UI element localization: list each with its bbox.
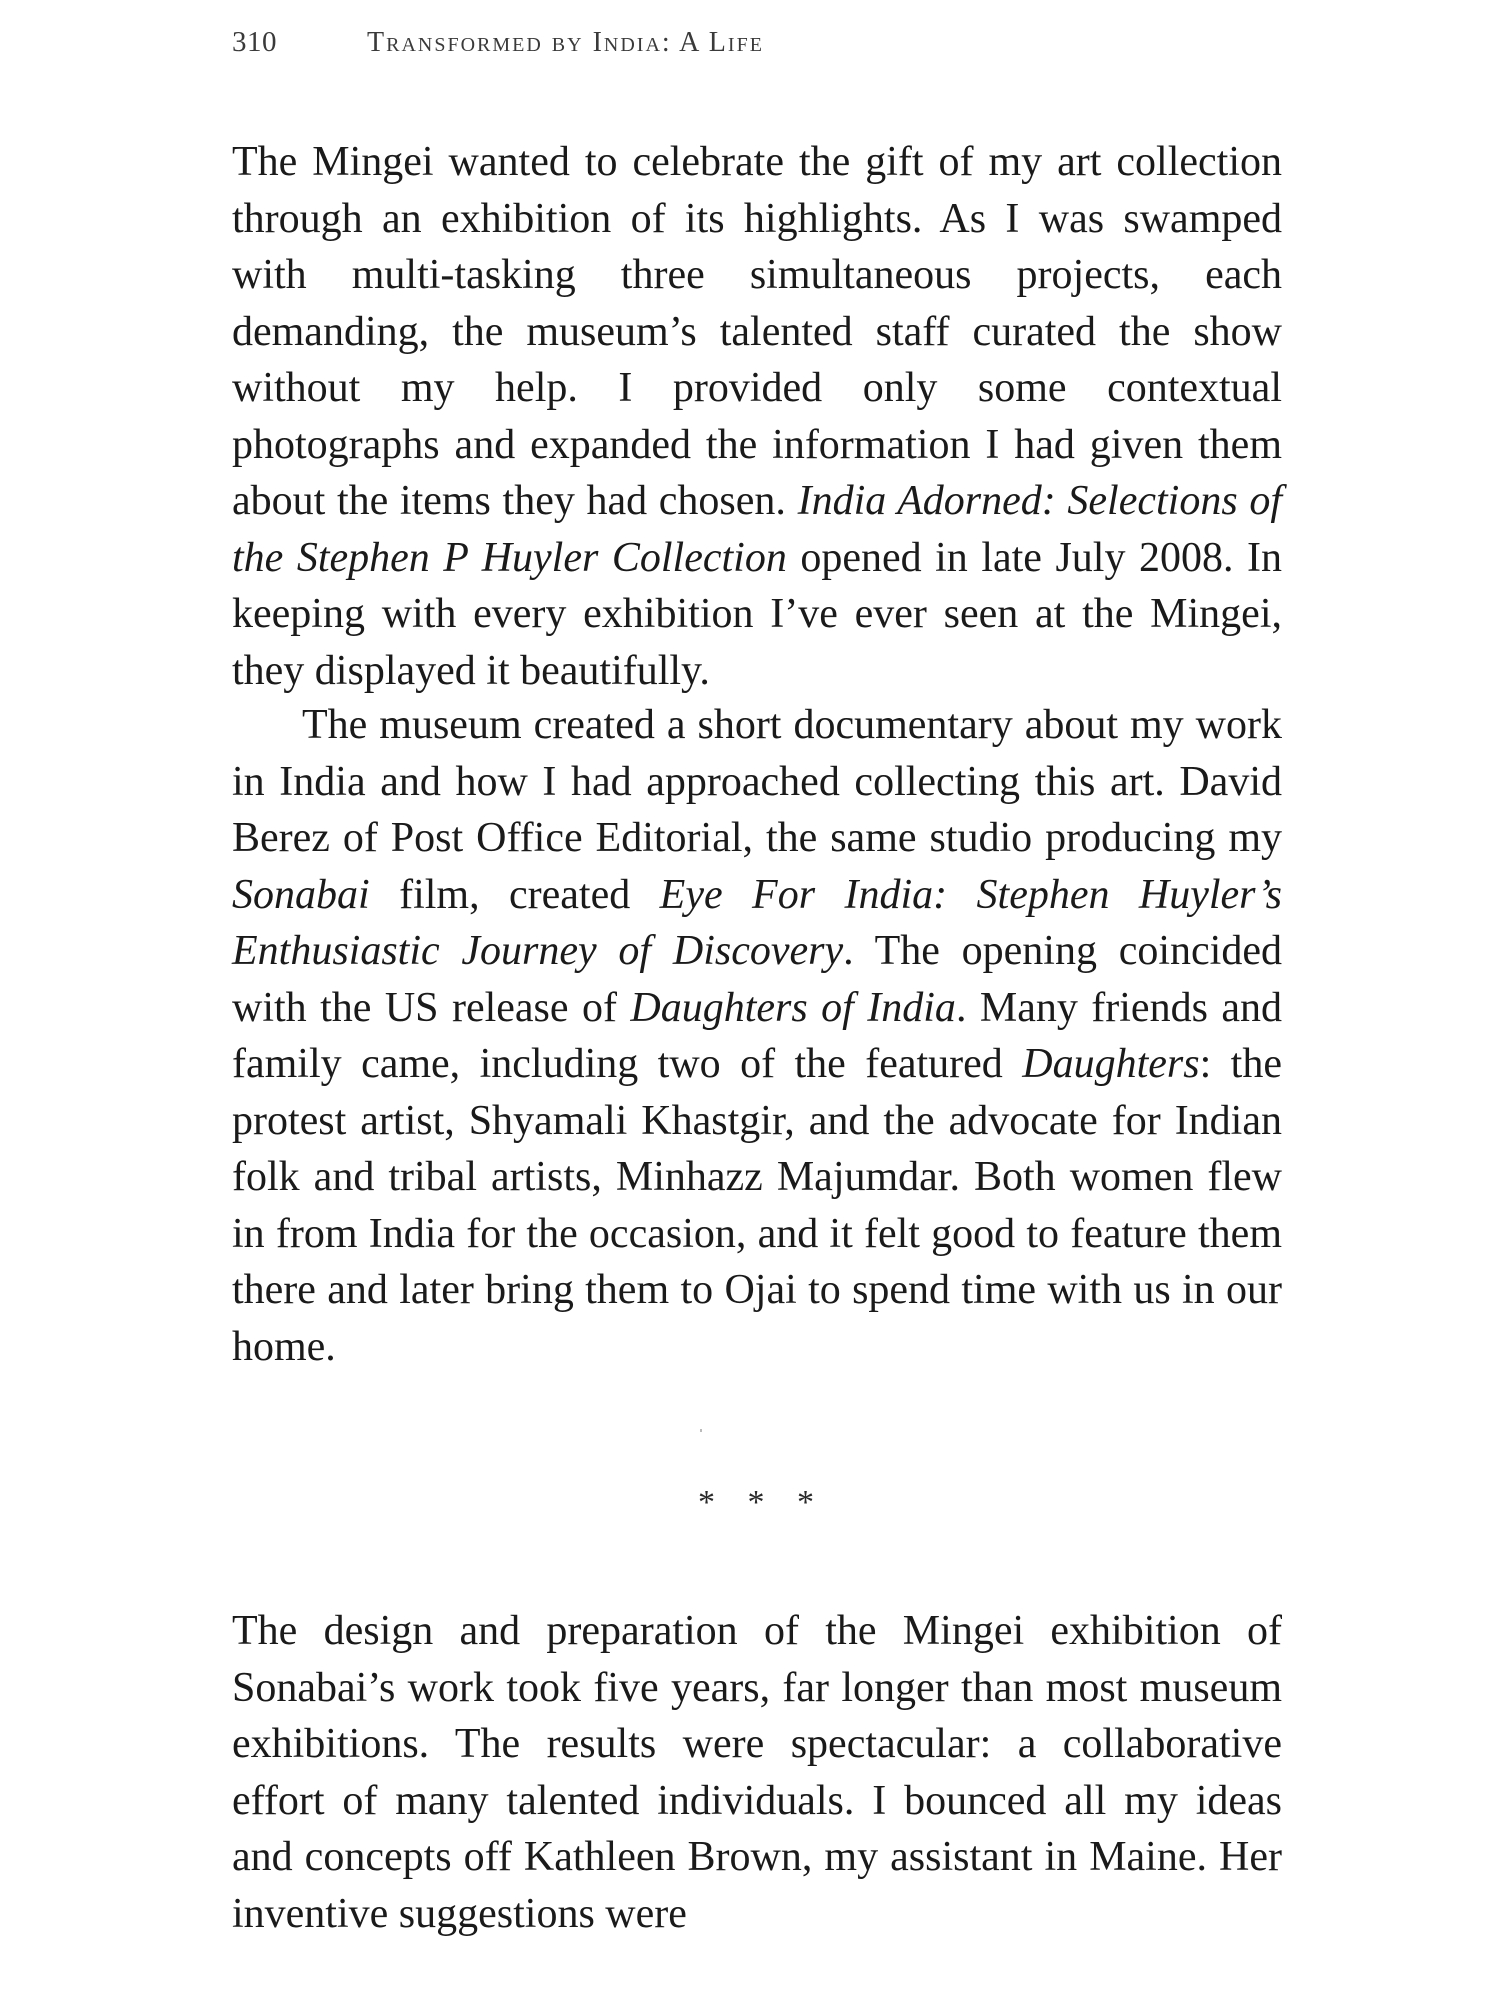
paragraph-text	[232, 134, 1282, 699]
paragraph-1	[232, 134, 1282, 699]
text-run: . Many friends and family came, including two of the featured	[232, 984, 1282, 1087]
text-run: opened in late July 2008. In keeping with every exhibition I’ve ever seen at the Mingei, they displayed it beautifully.	[232, 534, 1282, 694]
running-head	[232, 26, 764, 59]
text-run: The design and preparation of the Mingei exhibition of Sonabai’s work took five years, far longer than most museum exhibitions. The results were spectacular: a collaborative effort of many talented individuals. I bounced all my ideas and concepts off Kathleen Brown, my assistant in Maine. Her inventive suggestions were	[232, 1608, 1282, 1937]
text-run: film, created	[369, 871, 660, 918]
print-speck	[700, 1429, 702, 1432]
italic-title-run: Daughters of India	[630, 984, 956, 1031]
italic-title-run: Daughters	[1022, 1041, 1200, 1087]
italic-title-run: Eye For India: Stephen Huyler’s Enthusiastic Journey of Discovery	[232, 871, 1283, 974]
paragraph-text	[232, 697, 1282, 1375]
paragraph-3	[232, 1603, 1282, 1942]
text-run: : the protest artist, Shyamali Khastgir, and the advocate for Indian folk and tribal artists, Minhazz Majumdar. Both women flew in from India for the occasion, and it felt good to feature them there and later bring them to Ojai to spend time with us in our home.	[232, 1041, 1282, 1370]
paragraph-text	[232, 1603, 1282, 1942]
section-break: * * *	[698, 1484, 826, 1521]
page-number: 310	[232, 26, 277, 58]
text-run: The museum created a short documentary about my work in India and how I had approached collecting this art. David Berez of Post Office Editorial, the same studio producing my	[232, 702, 1282, 861]
text-run: The Mingei wanted to celebrate the gift of my art collection through an exhibition of its highlights. As I was swamped with multi-tasking three simultaneous projects, each demanding, the museum’s talented staff curated the show without my help. I provided only some contextual photographs and expanded the information I had given them about the items they had chosen.	[232, 139, 1282, 524]
book-title: Transformed by India: A Life	[367, 27, 764, 58]
text-run: . The opening coincided with the US release of	[232, 928, 1282, 1031]
italic-title-run: India Adorned: Selections of the Stephen P Huyler Collection	[232, 478, 1282, 581]
italic-title-run: Sonabai	[232, 871, 370, 918]
paragraph-2	[232, 697, 1282, 1375]
